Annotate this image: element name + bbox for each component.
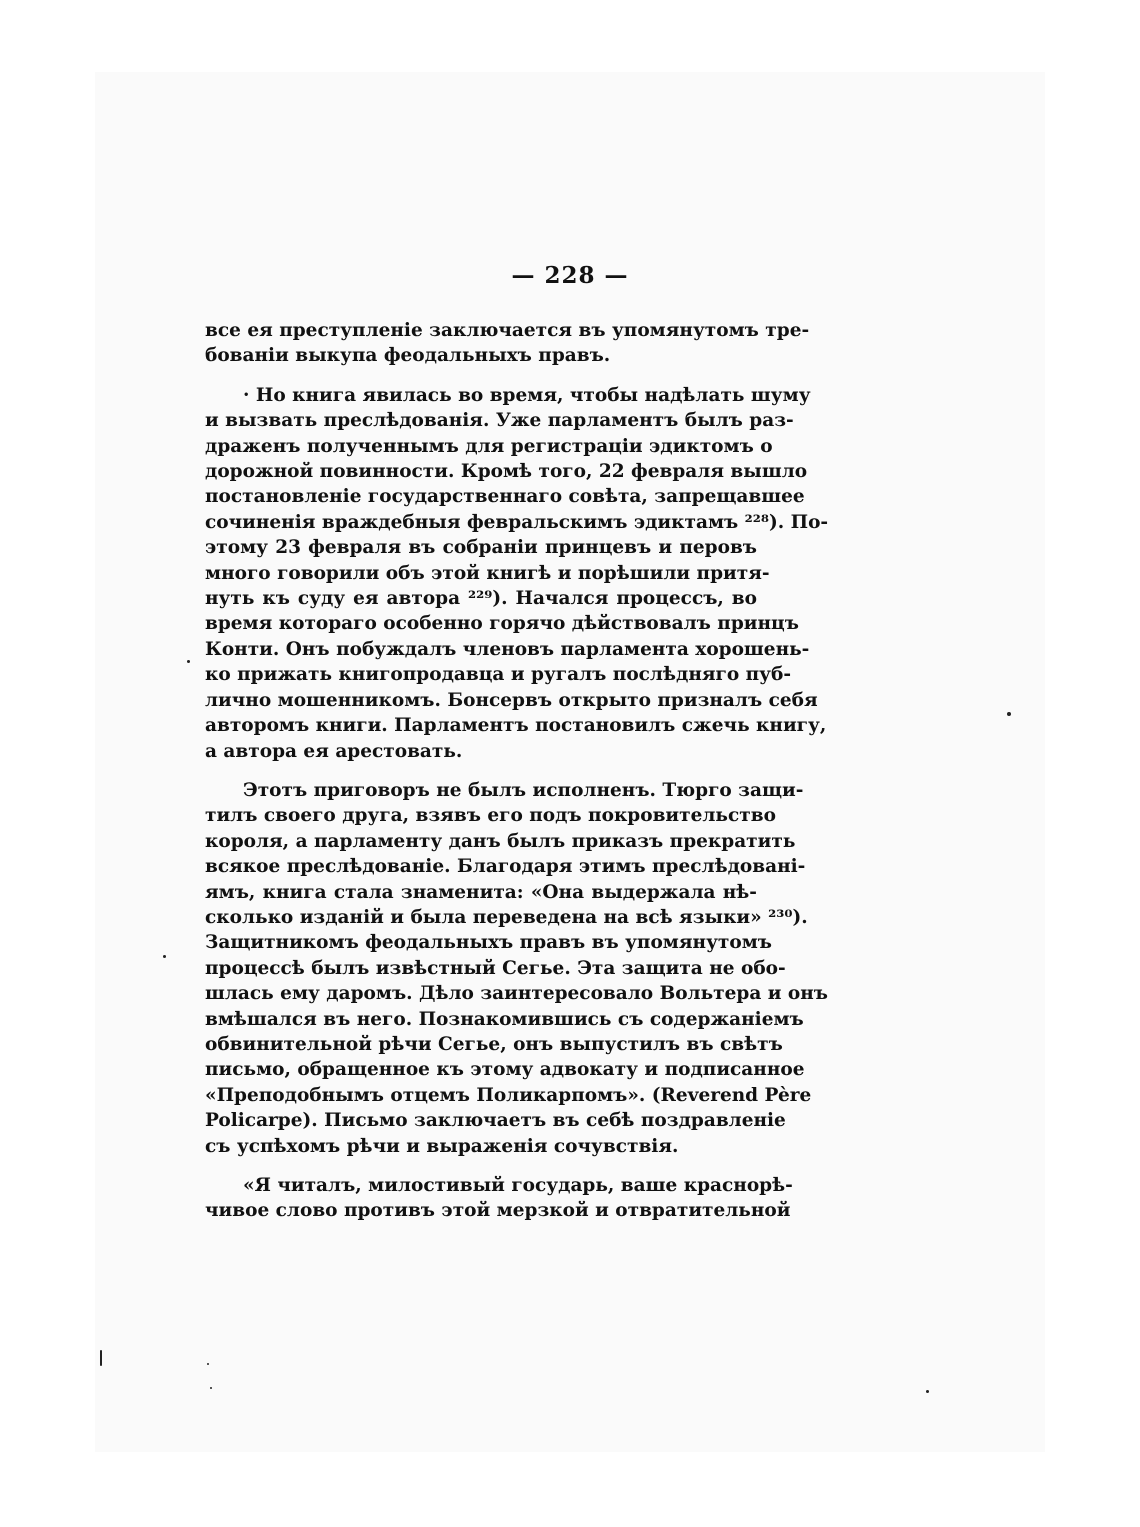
body-text [205,318,829,1224]
text-line: обвинительной рѣчи Сегье, онъ выпустилъ въ свѣтъ [205,1033,783,1055]
text-line: и вызвать преслѣдованія. Уже парламентъ былъ раз- [205,410,794,432]
page-number: — 228 — [511,262,629,289]
paragraph-3 [205,778,828,1159]
text-line: бованіи выкупа феодальныхъ правъ. [205,345,611,367]
text-line: шлась ему даромъ. Дѣло заинтересовало Вольтера и онъ [205,983,828,1005]
scan-speck [1007,712,1011,716]
text-line: процессѣ былъ извѣстный Сегье. Эта защита не обо- [205,957,786,979]
text-line: · Но книга явилась во время, чтобы надѣлать шуму [243,384,811,406]
text-line: дорожной повинности. Кромѣ того, 22 февраля вышло [205,461,808,483]
paragraph-1 [205,318,810,369]
text-line: тилъ своего друга, взявъ его подъ покровительство [205,805,776,827]
paragraph-2 [205,383,829,764]
scan-speck [100,1350,102,1366]
text-line: авторомъ книги. Парламентъ постановилъ сжечь книгу, [205,715,827,737]
scan-speck [210,1387,212,1389]
text-line: время котораго особенно горячо дѣйствовалъ принцъ [205,613,799,635]
text-line: Этотъ приговоръ не былъ исполненъ. Тюрго защи- [243,779,804,801]
text-line: все ея преступленіе заключается въ упомянутомъ тре- [205,320,810,341]
text-line: «Я читалъ, милостивый государь, ваше краснорѣ- [243,1175,793,1196]
scan-speck [207,1363,209,1365]
text-line: сколько изданій и была переведена на всѣ языки» ²³⁰). [205,906,808,928]
text-line: Policarpe). Письмо заключаетъ въ себѣ поздравленіе [205,1110,786,1132]
text-line: постановленіе государственнаго совѣта, запрещавшее [205,486,805,508]
text-line: чивое слово противъ этой мерзкой и отвратительной [205,1200,791,1222]
scan-speck [187,660,190,663]
text-line: этому 23 февраля въ собраніи принцевъ и перовъ [205,537,757,559]
scan-speck [926,1390,929,1393]
text-line: а автора ея арестовать. [205,740,463,762]
text-line: вмѣшался въ него. Познакомившись съ содержаніемъ [205,1008,804,1030]
text-line: Защитникомъ феодальныхъ правъ въ упомянутомъ [205,932,772,954]
scan-speck [163,955,166,958]
text-line: письмо, обращенное къ этому адвокату и подписанное [205,1059,805,1081]
text-line: Конти. Онъ побуждалъ членовъ парламента хорошень- [205,638,810,660]
text-line: много говорили объ этой книгѣ и порѣшили притя- [205,562,770,584]
text-line: съ успѣхомъ рѣчи и выраженія сочувствія. [205,1135,679,1157]
text-line: драженъ полученнымъ для регистраціи эдиктомъ о [205,435,773,457]
text-line: лично мошенникомъ. Бонсервъ открыто призналъ себя [205,689,818,711]
text-line: всякое преслѣдованіе. Благодаря этимъ преслѣдовані- [205,856,806,878]
paragraph-4 [205,1173,793,1224]
text-line: ямъ, книга стала знаменита: «Она выдержала нѣ- [205,881,757,903]
text-line: короля, а парламенту данъ былъ приказъ прекратить [205,830,796,852]
text-line: «Преподобнымъ отцемъ Поликарпомъ». (Reverend Père [205,1084,812,1106]
text-line: сочиненія враждебныя февральскимъ эдиктамъ ²²⁸). По- [205,511,829,533]
text-line: ко прижать книгопродавца и ругалъ послѣдняго пуб- [205,664,792,686]
text-line: нуть къ суду ея автора ²²⁹). Начался процессъ, во [205,588,757,610]
